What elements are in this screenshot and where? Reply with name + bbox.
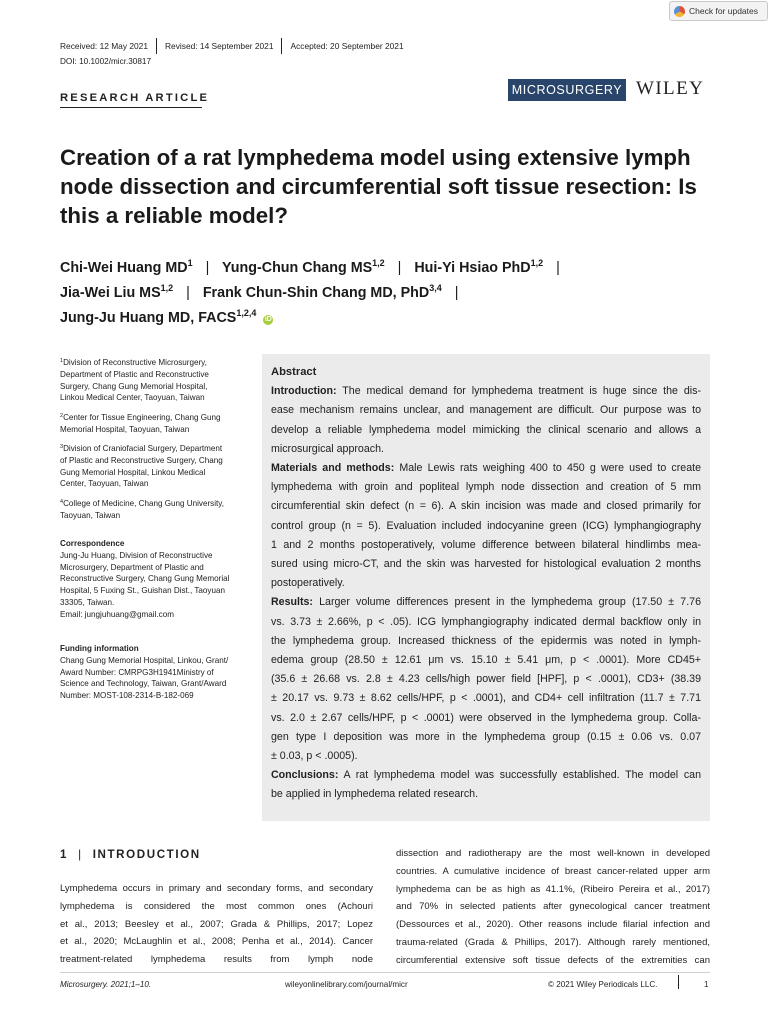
article-dates [60, 38, 404, 54]
author-separator: | [186, 285, 190, 301]
abstract-line: edema group (28.50 ± 12.61 μm vs. 15.10 ± 5.41 μm, p < .0001). More CD45+ [271, 654, 701, 667]
abstract-line: lymphedema with groin and popliteal lymph node dissection and creation of 5 mm [271, 481, 701, 494]
abstract-line: Conclusions: A rat lymphedema model was successfully established. The model can [271, 769, 701, 782]
journal-url[interactable]: wileyonlinelibrary.com/journal/micr [285, 980, 408, 989]
abstract-line: control group (n = 5). Evaluation included indocyanine green (ICG) lymphangiography [271, 519, 701, 532]
journal-reference: Microsurgery. 2021;1–10. [60, 980, 152, 989]
text-line: dissection and radiotherapy are the most well-known in developed [396, 848, 710, 859]
footer-divider [678, 975, 679, 989]
abstract-line: vs. 2.0 ± 2.67 cells/HPF, p < .0001) were observed in the lymphedema group. Colla- [271, 711, 701, 724]
author-name[interactable]: Frank Chun-Shin Chang MD, PhD$^{3,4}$ [202, 283, 442, 301]
author-name[interactable]: Jia-Wei Liu MS$^{1,2}$ [60, 283, 174, 301]
journal-logo: MICROSURGERY [508, 79, 626, 101]
abstract-box [262, 354, 710, 821]
text-line: et al., 2020; McLaughlin et al., 2008; Penha et al., 2014). Cancer [60, 936, 373, 948]
abstract-line: develop a reliable lymphedema model mimicking the clinical scenario and allows a [271, 423, 701, 436]
text-line: treatment-related lymphedema results from lymph node [60, 954, 373, 966]
copyright: © 2021 Wiley Periodicals LLC. [548, 980, 658, 989]
abstract-line: Materials and methods: Male Lewis rats weighing 400 to 450 g were used to create [271, 462, 701, 475]
revised-date: Revised: 14 September 2021 [165, 41, 274, 51]
text-line: (Dessources et al., 2020). Other reasons include filarial infection and [396, 919, 710, 931]
divider [156, 38, 157, 54]
affiliation: $^3$Division of Craniofacial Surgery, Department of Plastic and Reconstructive Surgery, Chang Gung Memorial Hospital, Linkou Medical Center, Taoyuan, Taiwan [60, 444, 223, 489]
publisher-logo: WILEY [636, 78, 705, 99]
section-heading: 1 | INTRODUCTION [60, 848, 201, 861]
text-line: Lymphedema occurs in primary and secondary forms, and secondary [60, 883, 373, 894]
divider [281, 38, 282, 54]
abstract-line: the lymphedema group. Increased thickness of the epidermis was noted in lymph- [271, 634, 701, 647]
title-line: node dissection and circumferential soft tissue resection: Is [60, 174, 697, 199]
author-separator: | [205, 260, 210, 276]
article-type-underline [60, 107, 202, 108]
abstract-line: gen type I deposition was more in the lymphedema group (0.15 ± 0.06 vs. 0.07 [271, 730, 701, 743]
abstract-heading: Abstract [271, 366, 317, 378]
abstract-line: ± 0.03, p < .0005). [271, 750, 358, 763]
title-line: this a reliable model? [60, 203, 288, 228]
abstract-line: Results: Larger volume differences present in the lymphedema group (17.50 ± 7.76 [271, 596, 701, 609]
abstract-line: ± 20.17 vs. 9.73 ± 8.62 cells/HPF, p < .0001), and CD4+ cell infiltration (11.7 ± 7.71 [271, 692, 701, 705]
orcid-icon[interactable]: iD [264, 316, 272, 323]
text-line: trauma-related (Grada & Phillips, 2017). Although rarely mentioned, [396, 936, 710, 948]
abstract-line: Introduction: The medical demand for lymphedema treatment is huge since the dis- [271, 385, 701, 398]
abstract-subheading: Materials and methods: [271, 462, 395, 475]
affiliation: $^1$Division of Reconstructive Microsurgery, Department of Plastic and Reconstructive Surgery, Chang Gung Memorial Hospital, Linkou Medical Center, Taoyuan, Taiwan [60, 358, 209, 403]
abstract-subheading: Introduction: [271, 385, 337, 398]
crossmark-icon [674, 6, 685, 17]
abstract-line: microsurgical approach. [271, 442, 384, 455]
text-line: circumferential extensive soft tissue defects of the extremities can [396, 954, 710, 966]
footer-rule [60, 972, 710, 973]
check-for-updates-label: Check for updates [689, 6, 758, 16]
text-line: et al., 2013; Beesley et al., 2007; Grada & Phillips, 2017; Lopez [60, 918, 373, 930]
title-line: Creation of a rat lymphedema model using extensive lymph [60, 145, 691, 170]
author-separator: | [454, 285, 459, 301]
abstract-subheading: Results: [271, 596, 313, 609]
funding-heading: Funding information [60, 644, 139, 653]
text-line: countries. A cumulative incidence of breast cancer-related upper arm [396, 865, 710, 877]
abstract-line: circumferential skin defect (n = 6). A skin incision was made and closed primarily for [271, 500, 701, 513]
abstract-line: 1 and 2 months postoperatively, volume difference between bilateral hindlimbs mea- [271, 538, 701, 551]
correspondence-heading: Correspondence [60, 539, 125, 548]
received-date: Received: 12 May 2021 [60, 41, 148, 51]
abstract-line: ease mechanism remains unclear, and management are difficult. Our purpose was to [271, 404, 701, 417]
author-name[interactable]: Chi-Wei Huang $MD^1$ [60, 258, 193, 276]
article-type: RESEARCH ARTICLE [60, 92, 210, 104]
author-separator: | [556, 260, 560, 276]
author-name[interactable]: Hui-Yi Hsiao PhD$^{1,2}$ [414, 258, 544, 276]
abstract-line: be applied in lymphedema related research. [271, 788, 479, 801]
check-for-updates-button[interactable] [669, 1, 768, 21]
page-number: 1 [704, 980, 709, 989]
intro-right-column [396, 845, 710, 970]
article-title [60, 143, 720, 230]
text-line: and 70% in selected patients after gynecological cancer treatment [396, 901, 710, 913]
author-name[interactable]: Yung-Chun Chang MS$^{1,2}$ [222, 258, 385, 276]
intro-left-column [60, 880, 373, 969]
abstract-subheading: Conclusions: [271, 769, 339, 782]
abstract-line: sured using micro-CT, and the skin was harvested for histological evaluation 2 months [271, 558, 701, 571]
funding-information: Funding information Chang Gung Memorial Hospital, Linkou, Grant/ Award Number: CMRPG3H1941Ministry of Science and Technology, Taiwan, Grant/Award Number: MOST-108-2314-B-182-069 [60, 643, 255, 702]
accepted-date: Accepted: 20 September 2021 [290, 41, 404, 51]
author-list [60, 256, 720, 331]
abstract-line: (35.6 ± 26.68 vs. 2.8 ± 4.23 cells/high power field [HPF], p < .0001), CD3+ (38.39 [271, 673, 701, 686]
author-name[interactable]: Jung-Ju Huang MD, FACS$^{1,2,4}$ [60, 308, 257, 326]
author-separator: | [397, 260, 402, 276]
affiliation: $^2$Center for Tissue Engineering, Chang Gung Memorial Hospital, Taoyuan, Taiwan [60, 413, 221, 434]
text-line: lymphedema can be as high as 41.1%, (Ribeiro Pereira et al., 2017) [396, 883, 710, 895]
correspondence: Correspondence Jung-Ju Huang, Division of Reconstructive Microsurgery, Department of Plastic and Reconstructive Surgery, Chang Gung Memorial Hospital, 5 Fuxing St., Guishan Dist., Taoyuan 33305, Taiwan. Email: jungjuhuang@gmail.com [60, 538, 255, 621]
affiliation: $^4$College of Medicine, Chang Gung University, Taoyuan, Taiwan [60, 499, 224, 520]
text-line: lymphedema is considered the most common ones (Achouri [60, 900, 373, 912]
doi-link[interactable]: DOI: 10.1002/micr.30817 [60, 57, 152, 66]
abstract-line: vs. 3.73 ± 2.66%, p < .05). ICG lymphangiography indicated dermal backflow only in [271, 615, 701, 628]
abstract-line: postoperatively. [271, 577, 345, 590]
correspondence-email[interactable]: Email: jungjuhuang@gmail.com [60, 609, 174, 619]
